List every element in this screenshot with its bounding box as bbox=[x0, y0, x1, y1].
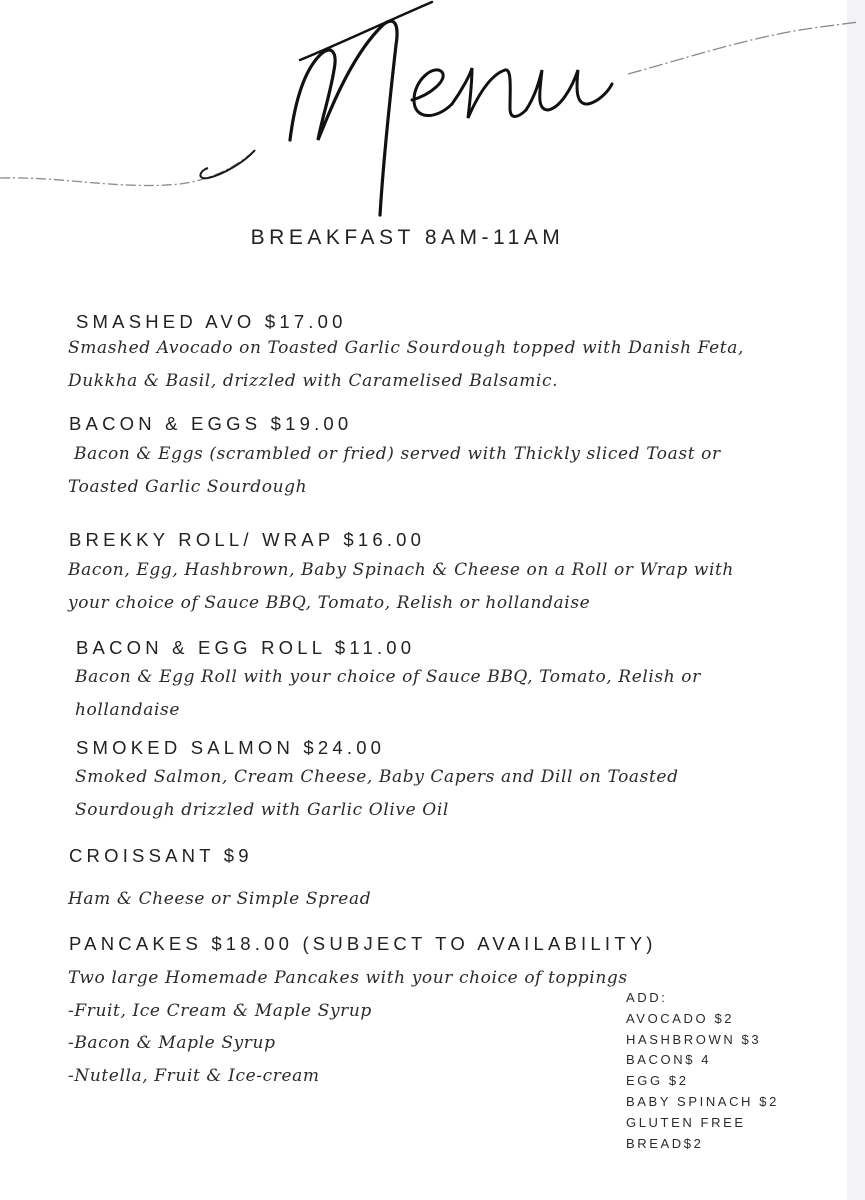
item-desc-croissant bbox=[68, 883, 371, 916]
desc-line: Smoked Salmon, Cream Cheese, Baby Capers and Dill on Toasted bbox=[75, 767, 679, 787]
desc-line: Bacon, Egg, Hashbrown, Baby Spinach & Cheese on a Roll or Wrap with bbox=[68, 560, 734, 580]
item-title-brekky-roll: BREKKY ROLL/ WRAP $16.00 bbox=[69, 529, 426, 550]
addons-list bbox=[626, 988, 779, 1154]
desc-line: Dukkha & Basil, drizzled with Caramelised Balsamic. bbox=[68, 370, 559, 391]
item-desc-bacon-eggs bbox=[68, 438, 721, 503]
desc-line: your choice of Sauce BBQ, Tomato, Relish or hollandaise bbox=[68, 592, 591, 613]
breakfast-hours: BREAKFAST 8AM-11AM bbox=[250, 226, 565, 249]
menu-script-title bbox=[0, 0, 865, 230]
desc-line: Sourdough drizzled with Garlic Olive Oil bbox=[75, 799, 449, 820]
item-title-bacon-eggs: BACON & EGGS $19.00 bbox=[69, 413, 353, 434]
addon-item: BACON$ 4 bbox=[626, 1052, 712, 1068]
addon-item: EGG $2 bbox=[626, 1073, 689, 1089]
addons-heading: ADD: bbox=[626, 990, 668, 1005]
item-title-croissant: CROISSANT $9 bbox=[69, 845, 253, 866]
desc-line: Bacon & Eggs (scrambled or fried) served with Thickly sliced Toast or bbox=[74, 444, 721, 464]
item-title-smoked-salmon: SMOKED SALMON $24.00 bbox=[76, 737, 386, 758]
item-desc-brekky-roll bbox=[68, 554, 734, 619]
item-title-smashed-avo: SMASHED AVO $17.00 bbox=[76, 311, 347, 332]
item-desc-pancakes bbox=[68, 962, 628, 1092]
addon-item: BREAD$2 bbox=[626, 1135, 704, 1151]
desc-line: hollandaise bbox=[75, 699, 180, 720]
desc-line: Toasted Garlic Sourdough bbox=[68, 476, 308, 497]
desc-line: Smashed Avocado on Toasted Garlic Sourdough topped with Danish Feta, bbox=[68, 338, 744, 358]
addon-item: GLUTEN FREE bbox=[626, 1114, 746, 1130]
item-title-pancakes: PANCAKES $18.00 (SUBJECT TO AVAILABILITY) bbox=[69, 933, 657, 954]
addon-item: AVOCADO $2 bbox=[626, 1010, 735, 1026]
addon-item: HASHBROWN $3 bbox=[626, 1031, 762, 1047]
addon-item: BABY SPINACH $2 bbox=[626, 1093, 779, 1109]
desc-line: -Nutella, Fruit & Ice-cream bbox=[68, 1065, 320, 1086]
desc-line: Bacon & Egg Roll with your choice of Sauce BBQ, Tomato, Relish or bbox=[75, 667, 701, 687]
desc-line: Ham & Cheese or Simple Spread bbox=[68, 889, 372, 909]
item-title-bacon-egg-roll: BACON & EGG ROLL $11.00 bbox=[76, 637, 416, 658]
desc-line: Two large Homemade Pancakes with your choice of toppings bbox=[68, 968, 628, 988]
item-desc-smashed-avo bbox=[68, 332, 744, 397]
item-desc-smoked-salmon bbox=[75, 761, 679, 826]
desc-line: -Fruit, Ice Cream & Maple Syrup bbox=[68, 1000, 372, 1021]
item-desc-bacon-egg-roll bbox=[75, 661, 701, 726]
desc-line: -Bacon & Maple Syrup bbox=[68, 1033, 276, 1053]
